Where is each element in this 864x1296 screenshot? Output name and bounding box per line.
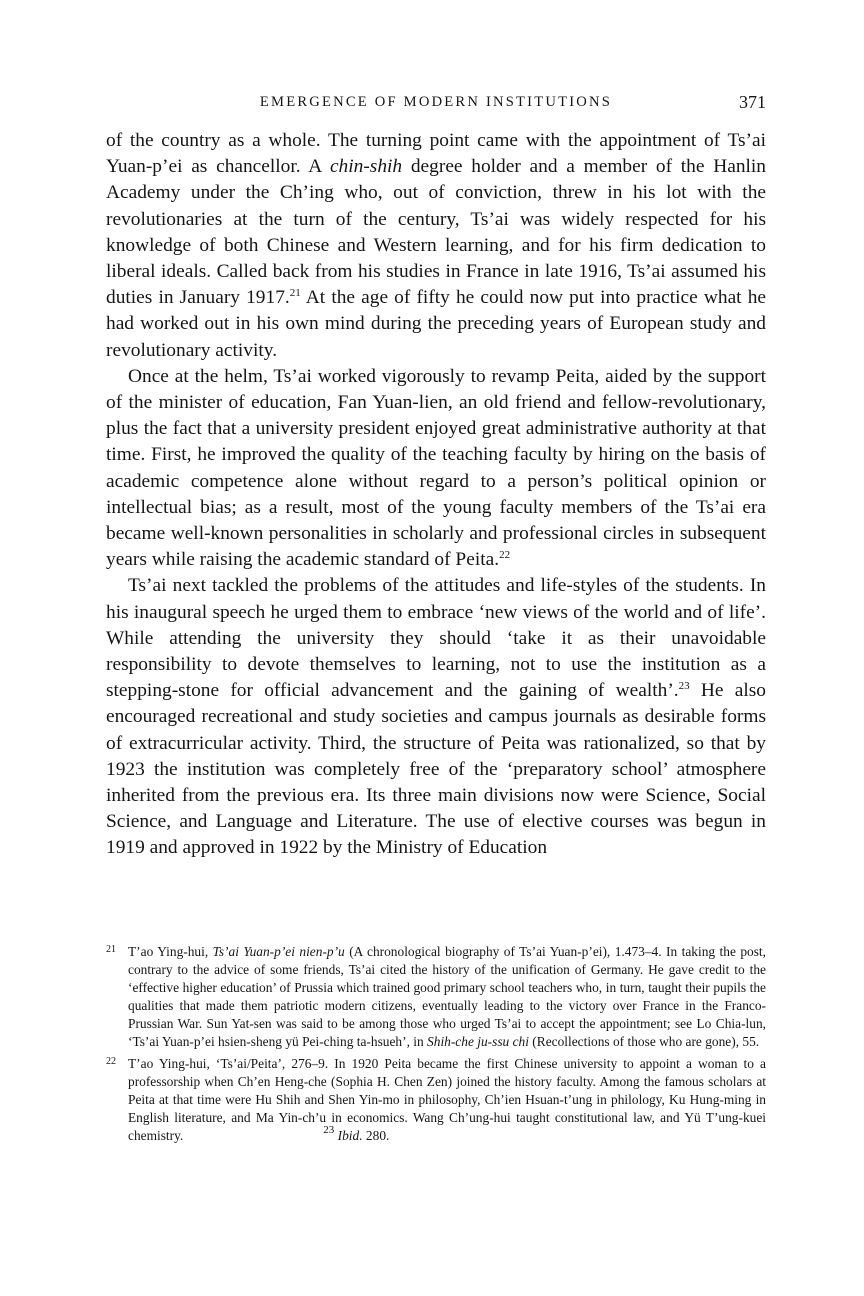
- footnote-21-text-b: (A chronological biography of Ts’ai Yuan-p’ei), 1.473–4. In taking the post, contrary to the advice of some friends, Ts’ai cited the history of the unification of Germany. He gave credit to the ‘effective higher education’ of Prussia which trained good primary school teachers who, in turn, taught their pupils the qualities that made them patriotic modern citizens, eventually leading to the victory over France in the Franco-Prussian War. Sun Yat-sen was said to be among those who urged Ts’ai to accept the appointment; see Lo Chia-lun, ‘Ts’ai Yuan-p’ei hsien-sheng yü Pei-ching ta-hsueh’, in: [128, 944, 766, 1050]
- footnote-22: [106, 1055, 766, 1145]
- footnote-21-text-a: T’ao Ying-hui,: [128, 944, 213, 959]
- footnote-23-text: 280.: [362, 1127, 390, 1143]
- chin-shih-term: chin-shih: [329, 156, 403, 178]
- footnote-ref-22: 22: [499, 549, 511, 562]
- footnote-21-text-c: (Recollections of those who are gone), 55.: [528, 1034, 760, 1050]
- paragraph-1: [106, 128, 766, 364]
- footnote-22-text: T’ao Ying-hui, ‘Ts’ai/Peita’, 276–9. In 1920 Peita became the first Chinese university to appoint a woman to a professorship when Ch’en Heng-che (Sophia H. Chen Zen) joined the history faculty. Among the famous scholars at Peita at that time were Hu Shih and Shen Yin-mo in philosophy, Ch’ien Hsuan-t’ung in philology, Ku Hung-ming in English literature, and Ma Yin-ch’u in economics. Wang Ch’ung-hui taught constitutional law, and Yü T’ung-kuei chemistry.: [128, 1055, 766, 1143]
- paragraph-1-text-b: degree holder and a member of the Hanlin Academy under the Ch’ing who, out of conviction, threw in his lot with the revolutionaries at the turn of the century, Ts’ai was widely respected for his knowledge of both Chinese and Western learning, and for his firm dedication to liberal ideals. Called back from his studies in France in late 1916, Ts’ai assumed his duties in January 1917.: [106, 156, 766, 309]
- paragraph-2: [106, 364, 766, 574]
- main-text: [106, 128, 766, 862]
- footnote-21-title-2: Shih-che ju-ssu chi: [427, 1034, 529, 1050]
- footnote-ref-21: 21: [289, 287, 301, 300]
- footnote-21-title: Ts’ai Yuan-p’ei nien-p’u: [212, 944, 345, 959]
- footnotes: [106, 943, 766, 1148]
- footnote-22-number: 22: [106, 1055, 116, 1067]
- page-number: 371: [739, 92, 766, 112]
- footnote-21-number: 21: [106, 944, 116, 955]
- footnote-21: [106, 943, 766, 1052]
- paragraph-3-text-a: Ts’ai next tackled the problems of the attitudes and life-styles of the students. In his inaugural speech he urged them to embrace ‘new views of the world and of life’. While attending the university they should ‘take it as their unavoidable responsibility to devote themselves to learning, not to use the institution as a stepping-stone for official advancement and the gaining of wealth’.: [106, 575, 766, 702]
- footnote-ref-23: 23: [678, 680, 690, 693]
- running-head: EMERGENCE OF MODERN INSTITUTIONS: [259, 94, 613, 110]
- footnote-23-number: 23: [323, 1123, 335, 1136]
- page-header: [106, 88, 766, 116]
- paragraph-3: [106, 573, 766, 861]
- paragraph-1-text-a: of the country as a whole. The turning point came with the appointment of Ts’ai Yuan-p’ei as chancellor. A: [106, 130, 766, 178]
- paragraph-3-text-b: He also encouraged recreational and study societies and campus journals as desirable forms of extracurricular activity. Third, the structure of Peita was rationalized, so that by 1923 the institution was completely free of the ‘preparatory school’ atmosphere inherited from the previous era. Its three main divisions now were Science, Social Science, and Language and Literature. The use of elective courses was begun in 1919 and approved in 1922 by the Ministry of Education: [106, 680, 766, 859]
- paragraph-1-text-c: At the age of fifty he could now put into practice what he had worked out in his own mind during the preceding years of European study and revolutionary activity.: [106, 287, 766, 361]
- paragraph-2-text: Once at the helm, Ts’ai worked vigorously to revamp Peita, aided by the support of the minister of education, Fan Yuan-lien, an old friend and fellow-revolutionary, plus the fact that a university president enjoyed great administrative authority at that time. First, he improved the quality of the teaching faculty by hiring on the basis of academic competence alone without regard to a person’s political opinion or intellectual bias; as a result, most of the young faculty members of the Ts’ai era became well-known personalities in scholarly and professional circles in subsequent years while raising the academic standard of Peita.: [106, 365, 766, 571]
- footnote-23-title: Ibid.: [337, 1127, 363, 1143]
